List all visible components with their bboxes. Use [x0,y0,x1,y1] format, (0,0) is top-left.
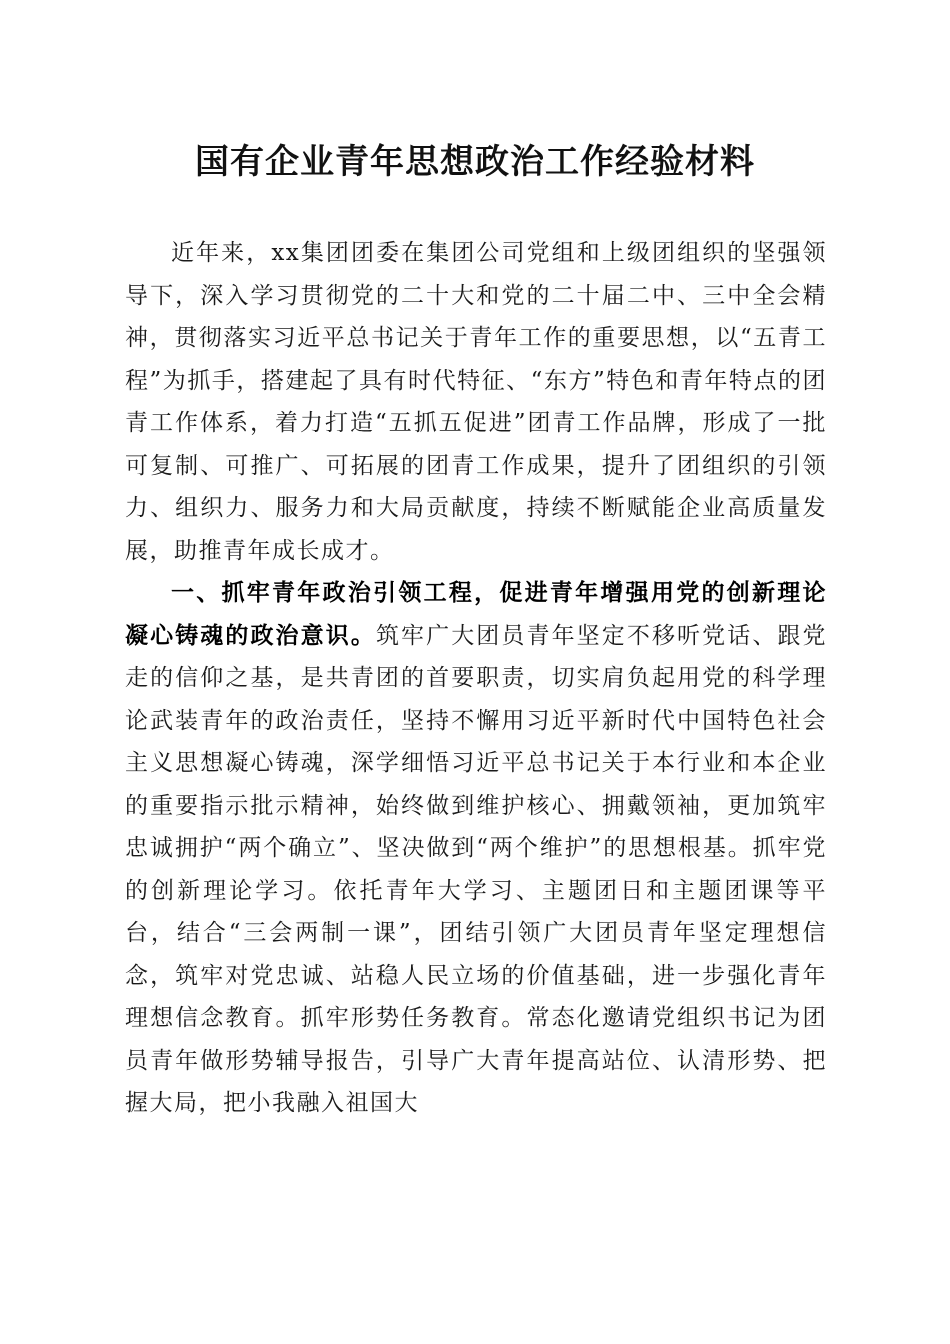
document-body [125,232,827,1125]
intro-paragraph: 近年来，xx集团团委在集团公司党组和上级团组织的坚强领导下，深入学习贯彻党的二十大和党的二十届二中、三中全会精神，贯彻落实习近平总书记关于青年工作的重要思想，以“五青工程”为抓手，搭建起了具有时代特征、“东方”特色和青年特点的团青工作体系，着力打造“五抓五促进”团青工作品牌，形成了一批可复制、可推广、可拓展的团青工作成果，提升了团组织的引领力、组织力、服务力和大局贡献度，持续不断赋能企业高质量发展，助推青年成长成才。 [125,240,827,564]
section-1-paragraph [125,572,827,1125]
section-1-body: 筑牢广大团员青年坚定不移听党话、跟党走的信仰之基，是共青团的首要职责，切实肩负起用党的科学理论武装青年的政治责任，坚持不懈用习近平新时代中国特色社会主义思想凝心铸魂，深学细悟习近平总书记关于本行业和本企业的重要指示批示精神，始终做到维护核心、拥戴领袖，更加筑牢忠诚拥护“两个确立”、坚决做到“两个维护”的思想根基。抓牢党的创新理论学习。依托青年大学习、主题团日和主题团课等平台，结合“三会两制一课”，团结引领广大团员青年坚定理想信念，筑牢对党忠诚、站稳人民立场的价值基础，进一步强化青年理想信念教育。抓牢形势任务教育。常态化邀请党组织书记为团员青年做形势辅导报告，引导广大青年提高站位、认清形势、把握大局，把小我融入祖国大 [125,622,828,1116]
section-1-heading: 一、抓牢青年政治引领工程，促进青年增强用党的创新理论凝心铸魂的政治意识。 [125,579,827,649]
document-title: 国有企业青年思想政治工作经验材料 [195,142,755,182]
